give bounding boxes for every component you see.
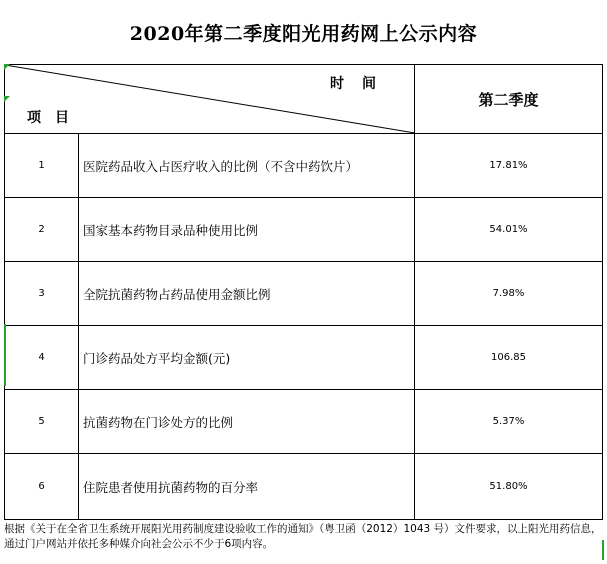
page-title: 2020年第二季度阳光用药网上公示内容 xyxy=(129,23,478,45)
cell-comment-marker-icon xyxy=(4,64,10,70)
table-row xyxy=(5,262,603,326)
row-number-cell[interactable]: 2 xyxy=(5,198,79,262)
row-number-cell[interactable]: 3 xyxy=(5,262,79,326)
row-number-cell[interactable]: 5 xyxy=(5,390,79,454)
diagonal-header-cell[interactable] xyxy=(5,65,415,134)
row-value-cell[interactable]: 51.80% xyxy=(415,454,603,520)
row-number-cell[interactable]: 6 xyxy=(5,454,79,520)
table-row xyxy=(5,454,603,520)
header-item-label: 项 目 xyxy=(27,110,69,126)
row-label-cell[interactable]: 国家基本药物目录品种使用比例 xyxy=(79,198,415,262)
row-number-cell[interactable]: 1 xyxy=(5,134,79,198)
table-row xyxy=(5,390,603,454)
table-row xyxy=(5,134,603,198)
cell-comment-marker-icon xyxy=(4,96,10,102)
row-label-cell[interactable]: 门诊药品处方平均金额(元) xyxy=(79,326,415,390)
data-table xyxy=(4,64,603,520)
row-label-cell[interactable]: 医院药品收入占医疗收入的比例（不含中药饮片） xyxy=(79,134,415,198)
row-value-cell[interactable]: 5.37% xyxy=(415,390,603,454)
table-row xyxy=(5,198,603,262)
row-value-cell[interactable]: 106.85 xyxy=(415,326,603,390)
row-number-cell[interactable]: 4 xyxy=(5,326,79,390)
row-value-cell[interactable]: 7.98% xyxy=(415,262,603,326)
footnote-text: 根据《关于在全省卫生系统开展阳光用药制度建设验收工作的通知》（粤卫函（2012）1043 号）文件要求，以上阳光用药信息，通过门户网站并依托多种媒介向社会公示不少于6项内容。 xyxy=(4,523,602,550)
table-row xyxy=(5,326,603,390)
header-quarter-cell[interactable]: 第二季度 xyxy=(415,65,603,134)
header-time-label: 时 间 xyxy=(330,76,378,92)
header-row xyxy=(5,65,603,134)
row-label-cell[interactable]: 全院抗菌药物占药品使用金额比例 xyxy=(79,262,415,326)
active-cell-indicator xyxy=(4,324,6,386)
selection-edge-indicator xyxy=(602,540,604,560)
row-value-cell[interactable]: 54.01% xyxy=(415,198,603,262)
row-label-cell[interactable]: 住院患者使用抗菌药物的百分率 xyxy=(79,454,415,520)
row-label-cell[interactable]: 抗菌药物在门诊处方的比例 xyxy=(79,390,415,454)
row-value-cell[interactable]: 17.81% xyxy=(415,134,603,198)
